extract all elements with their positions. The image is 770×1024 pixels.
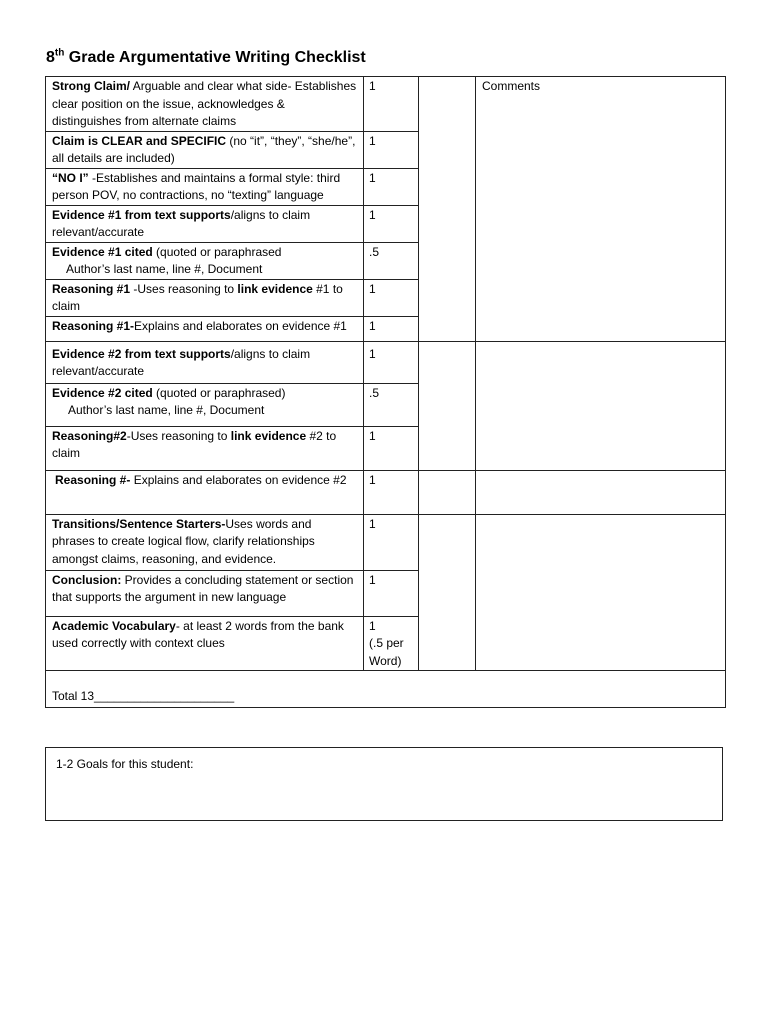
goals-box[interactable] (45, 747, 723, 821)
criterion-cell: Academic Vocabulary- at least 2 words from the bank used correctly with context clues (46, 616, 364, 671)
criterion-cell: Reasoning #1 -Uses reasoning to link evidence #1 to claim (46, 279, 364, 316)
criterion-cell: Reasoning #1-Explains and elaborates on evidence #1 (46, 316, 364, 341)
criterion-cell: Evidence #2 cited (quoted or paraphrased) Author’s last name, line #, Document (46, 383, 364, 426)
total-row (46, 671, 726, 708)
points-cell: 1 (364, 279, 419, 316)
checklist-table (45, 76, 726, 708)
score-cell[interactable] (419, 514, 476, 671)
page-title: 8th Grade Argumentative Writing Checklist (46, 47, 366, 66)
criterion-cell: Strong Claim/ Arguable and clear what side- Establishes clear position on the issue, acknowledges & distinguishes from alternate claims (46, 77, 364, 132)
criterion-cell: Conclusion: Provides a concluding statement or section that supports the argument in new language (46, 570, 364, 616)
points-cell: .5 (364, 383, 419, 426)
total-cell[interactable] (46, 671, 726, 708)
criterion-cell: Claim is CLEAR and SPECIFIC (no “it”, “they”, “she/he”, all details are included) (46, 131, 364, 168)
goals-label: 1-2 Goals for this student: (56, 757, 194, 771)
criterion-cell: “NO I” -Establishes and maintains a formal style: third person POV, no contractions, no “texting” language (46, 168, 364, 205)
table-row (46, 341, 726, 383)
comments-header: Comments (482, 79, 541, 93)
table-row (46, 470, 726, 514)
criterion-cell: Evidence #1 from text supports/aligns to claim relevant/accurate (46, 205, 364, 242)
criterion-cell: Evidence #2 from text supports/aligns to claim relevant/accurate (46, 341, 364, 383)
table-row (46, 77, 726, 132)
points-cell: 1 (364, 316, 419, 341)
criterion-cell: Transitions/Sentence Starters-Uses words and phrases to create logical flow, clarify relationships amongst claims, reasoning, and evidence. (46, 514, 364, 570)
points-cell: 1 (364, 514, 419, 570)
comments-cell[interactable] (476, 77, 726, 342)
score-cell[interactable] (419, 341, 476, 470)
comments-cell[interactable] (476, 514, 726, 671)
criterion-cell: Reasoning#2-Uses reasoning to link evidence #2 to claim (46, 426, 364, 470)
points-cell: 1 (364, 77, 419, 132)
points-cell: .5 (364, 242, 419, 279)
total-label: Total 13_____________________ (52, 688, 235, 703)
points-cell: 1 (364, 470, 419, 514)
table-row (46, 514, 726, 570)
comments-cell[interactable] (476, 470, 726, 514)
criterion-cell: Evidence #1 cited (quoted or paraphrased Author’s last name, line #, Document (46, 242, 364, 279)
criterion-cell: Reasoning #- Explains and elaborates on evidence #2 (46, 470, 364, 514)
score-cell[interactable] (419, 77, 476, 342)
score-cell[interactable] (419, 470, 476, 514)
points-cell: 1 (364, 341, 419, 383)
points-cell: 1 (.5 per Word) (364, 616, 419, 671)
comments-cell[interactable] (476, 341, 726, 470)
points-cell: 1 (364, 426, 419, 470)
points-cell: 1 (364, 168, 419, 205)
points-cell: 1 (364, 570, 419, 616)
points-cell: 1 (364, 131, 419, 168)
points-cell: 1 (364, 205, 419, 242)
